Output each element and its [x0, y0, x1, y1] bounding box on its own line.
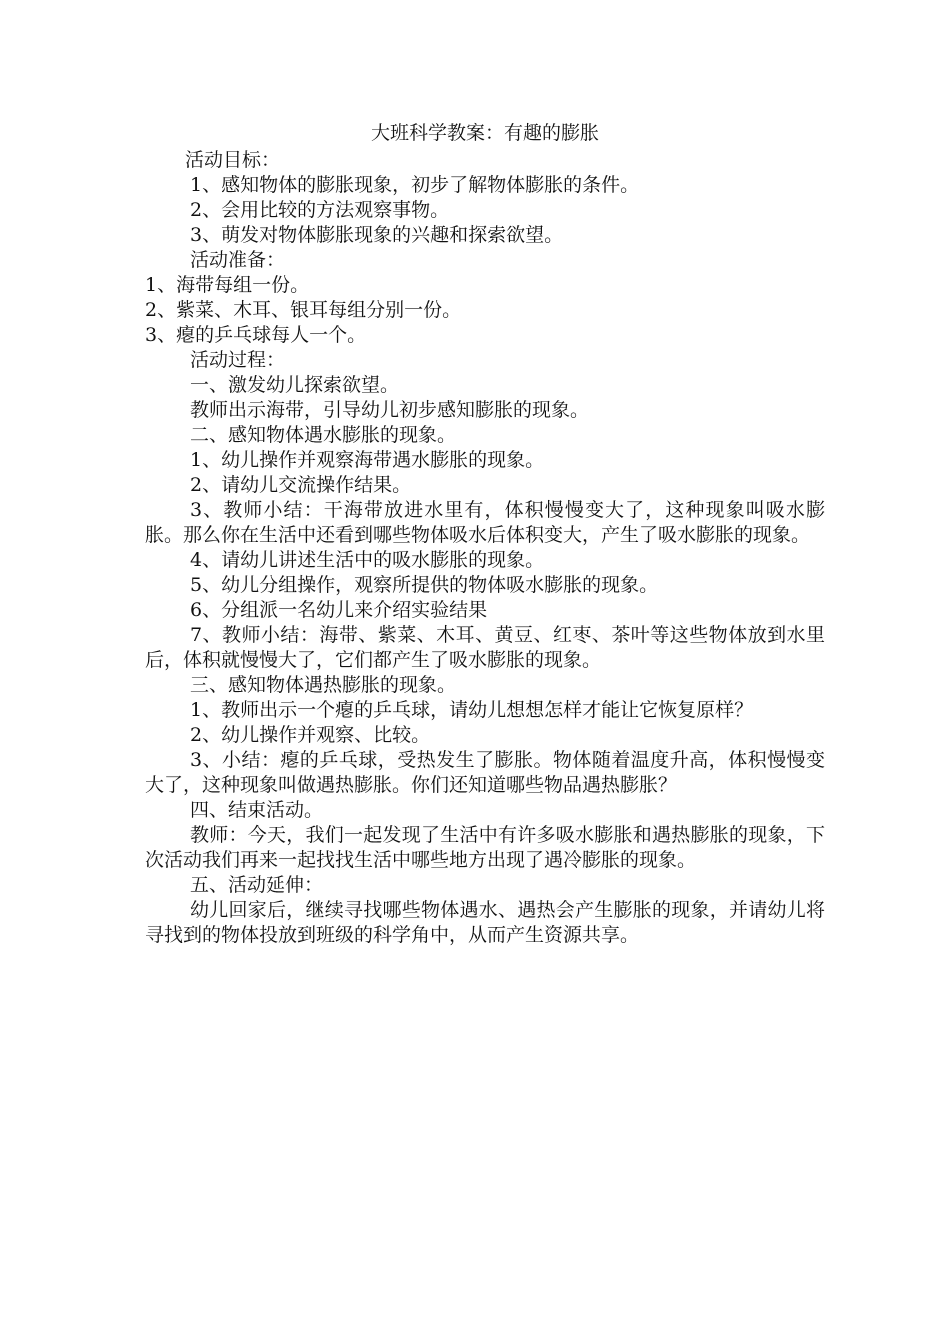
paragraph: 6、分组派一名幼儿来介绍实验结果	[190, 599, 488, 621]
paragraph: 3、瘪的乒乓球每人一个。	[145, 324, 367, 346]
paragraph: 五、活动延伸：	[190, 874, 324, 896]
paragraph: 1、幼儿操作并观察海带遇水膨胀的现象。	[190, 449, 545, 471]
paragraph: 5、幼儿分组操作，观察所提供的物体吸水膨胀的现象。	[190, 574, 659, 596]
paragraph: 教师：今天，我们一起发现了生活中有许多吸水膨胀和遇热膨胀的现象，下次活动我们再来一起找找生活中哪些地方出现了遇冷膨胀的现象。	[145, 824, 825, 871]
document-body	[145, 121, 825, 948]
paragraph: 2、紫菜、木耳、银耳每组分别一份。	[145, 299, 462, 321]
paragraph-process-heading: 活动过程：	[190, 349, 286, 371]
paragraph: 一、激发幼儿探索欲望。	[190, 374, 400, 396]
paragraph: 1、海带每组一份。	[145, 274, 310, 296]
paragraph: 幼儿回家后，继续寻找哪些物体遇水、遇热会产生膨胀的现象，并请幼儿将寻找到的物体投放到班级的科学角中，从而产生资源共享。	[145, 899, 825, 946]
paragraph: 4、请幼儿讲述生活中的吸水膨胀的现象。	[190, 549, 545, 571]
paragraph: 3、小结：瘪的乒乓球，受热发生了膨胀。物体随着温度升高，体积慢慢变大了，这种现象叫做遇热膨胀。你们还知道哪些物品遇热膨胀？	[145, 749, 825, 796]
paragraph: 1、教师出示一个瘪的乒乓球，请幼儿想想怎样才能让它恢复原样？	[190, 699, 754, 721]
paragraph: 1、感知物体的膨胀现象，初步了解物体膨胀的条件。	[190, 174, 640, 196]
paragraph: 3、教师小结：干海带放进水里有，体积慢慢变大了，这种现象叫吸水膨胀。那么你在生活中还看到哪些物体吸水后体积变大，产生了吸水膨胀的现象。	[145, 499, 825, 546]
paragraph: 2、请幼儿交流操作结果。	[190, 474, 412, 496]
paragraph: 二、感知物体遇水膨胀的现象。	[190, 424, 457, 446]
paragraph: 三、感知物体遇热膨胀的现象。	[190, 674, 457, 696]
paragraph: 2、幼儿操作并观察、比较。	[190, 724, 431, 746]
paragraph-objectives-heading: 活动目标：	[185, 149, 281, 171]
paragraph: 2、会用比较的方法观察事物。	[190, 199, 450, 221]
paragraph: 教师出示海带，引导幼儿初步感知膨胀的现象。	[190, 399, 590, 421]
paragraph: 3、萌发对物体膨胀现象的兴趣和探索欲望。	[190, 224, 564, 246]
paragraph-preparation-heading: 活动准备：	[190, 249, 286, 271]
document-title: 大班科学教案：有趣的膨胀	[370, 122, 599, 144]
paragraph: 7、教师小结：海带、紫菜、木耳、黄豆、红枣、茶叶等这些物体放到水里后，体积就慢慢大了，它们都产生了吸水膨胀的现象。	[145, 624, 825, 671]
paragraph: 四、结束活动。	[190, 799, 324, 821]
